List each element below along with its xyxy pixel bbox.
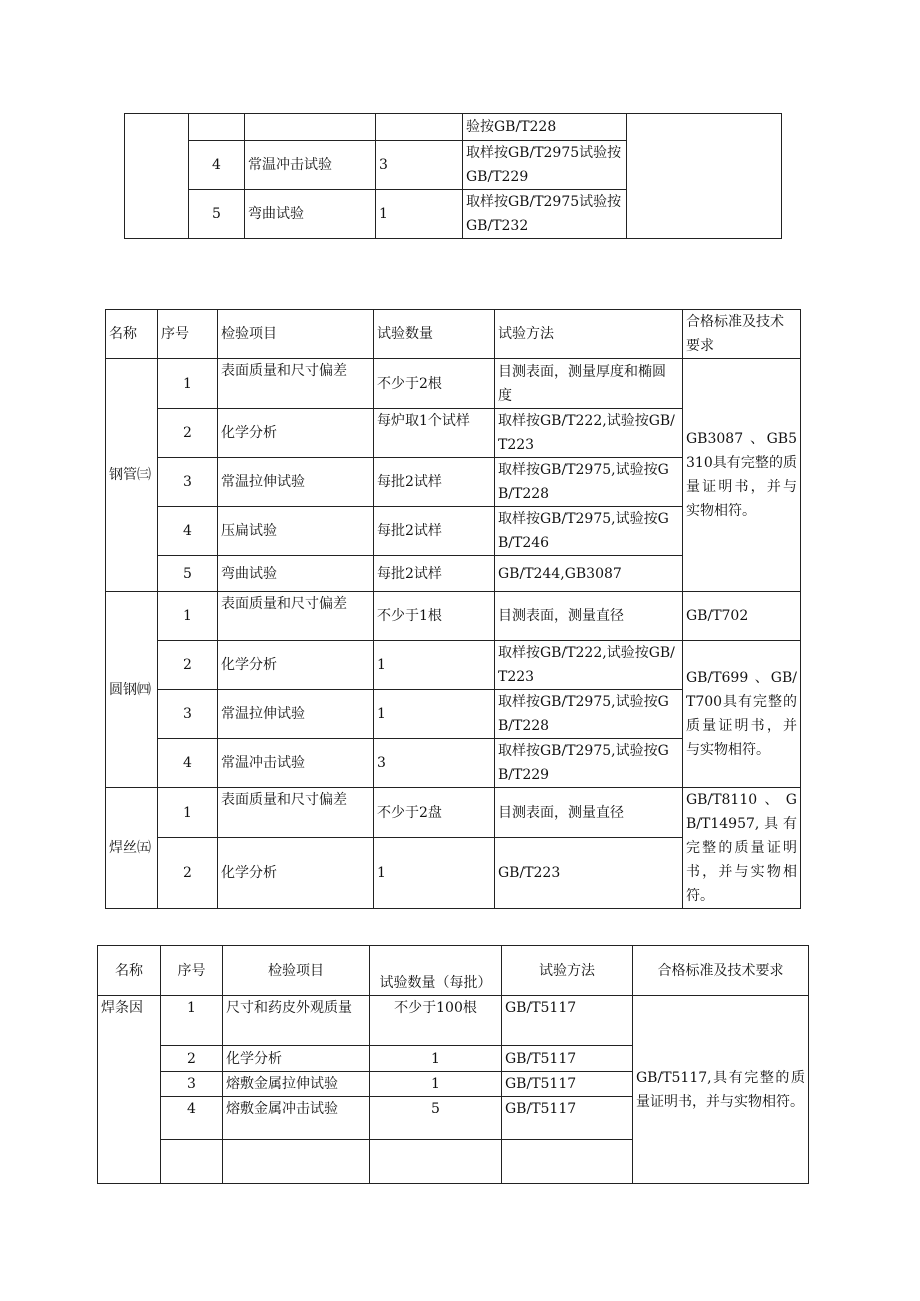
method-cell: 取样按GB/T222,试验按GB/T223 (495, 409, 683, 458)
seq-cell: 3 (158, 690, 218, 739)
seq-cell: 4 (161, 1097, 223, 1140)
item-cell: 熔敷金属冲击试验 (223, 1097, 370, 1140)
header-standard: 合格标准及技术要求 (633, 946, 809, 996)
standard-cell: GB/T8110、GB/T14957,具有完整的质量证明书，并与实物相符。 (683, 788, 801, 909)
item-cell: 常温拉伸试验 (218, 458, 374, 507)
method-cell: 目测表面，测量直径 (495, 592, 683, 641)
header-method: 试验方法 (502, 946, 633, 996)
qty-cell: 1 (370, 1046, 502, 1072)
seq-cell: 1 (158, 592, 218, 641)
qty-cell: 不少于2根 (374, 359, 495, 409)
item-cell: 弯曲试验 (218, 556, 374, 592)
method-cell: 目测表面，测量直径 (495, 788, 683, 838)
method-cell: 取样按GB/T2975试验按GB/T232 (463, 190, 627, 239)
qty-cell: 1 (374, 641, 495, 690)
method-cell: 取样按GB/T2975,试验按GB/T228 (495, 458, 683, 507)
header-name: 名称 (98, 946, 161, 996)
qty-cell: 不少于100根 (370, 996, 502, 1046)
seq-cell: 5 (189, 190, 245, 239)
qty-cell: 每批2试样 (374, 507, 495, 556)
item-cell: 弯曲试验 (245, 190, 376, 239)
header-qty: 试验数量 (374, 310, 495, 359)
seq-cell: 2 (158, 641, 218, 690)
header-seq: 序号 (161, 946, 223, 996)
method-cell: 取样按GB/T2975,试验按GB/T246 (495, 507, 683, 556)
standard-cell: GB/T699 、GB/T700具有完整的质量证明书，并与实物相符。 (683, 641, 801, 788)
material-name-cell: 焊条因 (98, 996, 161, 1184)
item-cell: 常温冲击试验 (218, 739, 374, 788)
standard-cell: GB/T702 (683, 592, 801, 641)
seq-cell: 2 (161, 1046, 223, 1072)
header-item: 检验项目 (223, 946, 370, 996)
table-row (106, 788, 801, 838)
material-name-cell: 钢管㈢ (106, 359, 158, 592)
method-cell: GB/T5117 (502, 1046, 633, 1072)
table-row (125, 114, 782, 141)
item-cell: 化学分析 (218, 641, 374, 690)
method-cell (502, 1140, 633, 1184)
qty-cell: 1 (374, 838, 495, 909)
item-cell: 熔敷金属拉伸试验 (223, 1072, 370, 1097)
table-row (106, 592, 801, 641)
header-standard: 合格标准及技术要求 (683, 310, 801, 359)
standard-cell: GB3087 、GB5310具有完整的质量证明书，并与实物相符。 (683, 359, 801, 592)
qty-cell: 5 (370, 1097, 502, 1140)
material-name-cell: 圆钢㈣ (106, 592, 158, 788)
name-cell (125, 114, 189, 239)
table-row (106, 359, 801, 409)
inspection-table-electrode (97, 945, 809, 1184)
item-cell: 化学分析 (218, 838, 374, 909)
header-qty: 试验数量（每批） (370, 946, 502, 996)
standard-cell: GB/T5117,具有完整的质量证明书，并与实物相符。 (633, 996, 809, 1184)
header-seq: 序号 (158, 310, 218, 359)
method-cell: GB/T244,GB3087 (495, 556, 683, 592)
header-item: 检验项目 (218, 310, 374, 359)
inspection-table-materials (105, 309, 801, 909)
qty-cell: 1 (376, 190, 463, 239)
qty-cell: 每批2试样 (374, 556, 495, 592)
header-method: 试验方法 (495, 310, 683, 359)
seq-cell: 4 (189, 141, 245, 190)
method-cell: 取样按GB/T2975试验按GB/T229 (463, 141, 627, 190)
qty-cell: 3 (376, 141, 463, 190)
method-cell: GB/T223 (495, 838, 683, 909)
seq-cell: 3 (161, 1072, 223, 1097)
qty-cell (370, 1140, 502, 1184)
qty-cell: 每批2试样 (374, 458, 495, 507)
qty-cell: 1 (370, 1072, 502, 1097)
method-cell: GB/T5117 (502, 1097, 633, 1140)
item-cell: 表面质量和尺寸偏差 (218, 788, 374, 838)
item-cell: 化学分析 (218, 409, 374, 458)
seq-cell (161, 1140, 223, 1184)
qty-cell: 每炉取1个试样 (374, 409, 495, 458)
material-name-cell: 焊丝㈤ (106, 788, 158, 909)
item-cell (245, 114, 376, 141)
seq-cell: 1 (161, 996, 223, 1046)
item-cell: 压扁试验 (218, 507, 374, 556)
item-cell: 表面质量和尺寸偏差 (218, 592, 374, 641)
header-row (106, 310, 801, 359)
seq-cell: 2 (158, 409, 218, 458)
header-name: 名称 (106, 310, 158, 359)
table-row (106, 641, 801, 690)
seq-cell: 2 (158, 838, 218, 909)
seq-cell: 1 (158, 359, 218, 409)
seq-cell: 3 (158, 458, 218, 507)
item-cell (223, 1140, 370, 1184)
seq-cell: 1 (158, 788, 218, 838)
method-cell: 取样按GB/T2975,试验按GB/T228 (495, 690, 683, 739)
seq-cell: 5 (158, 556, 218, 592)
inspection-table-continued (124, 113, 782, 239)
method-cell: 取样按GB/T222,试验按GB/T223 (495, 641, 683, 690)
item-cell: 常温冲击试验 (245, 141, 376, 190)
item-cell: 常温拉伸试验 (218, 690, 374, 739)
standard-cell (627, 114, 782, 239)
qty-cell (376, 114, 463, 141)
qty-cell: 1 (374, 690, 495, 739)
item-cell: 表面质量和尺寸偏差 (218, 359, 374, 409)
method-cell: GB/T5117 (502, 996, 633, 1046)
method-cell: GB/T5117 (502, 1072, 633, 1097)
qty-cell: 3 (374, 739, 495, 788)
header-row (98, 946, 809, 996)
seq-cell: 4 (158, 507, 218, 556)
seq-cell (189, 114, 245, 141)
item-cell: 尺寸和药皮外观质量 (223, 996, 370, 1046)
method-cell: 取样按GB/T2975,试验按GB/T229 (495, 739, 683, 788)
qty-cell: 不少于1根 (374, 592, 495, 641)
table-row (98, 996, 809, 1046)
item-cell: 化学分析 (223, 1046, 370, 1072)
seq-cell: 4 (158, 739, 218, 788)
method-cell: 验按GB/T228 (463, 114, 627, 141)
qty-cell: 不少于2盘 (374, 788, 495, 838)
method-cell: 目测表面，测量厚度和椭圆度 (495, 359, 683, 409)
